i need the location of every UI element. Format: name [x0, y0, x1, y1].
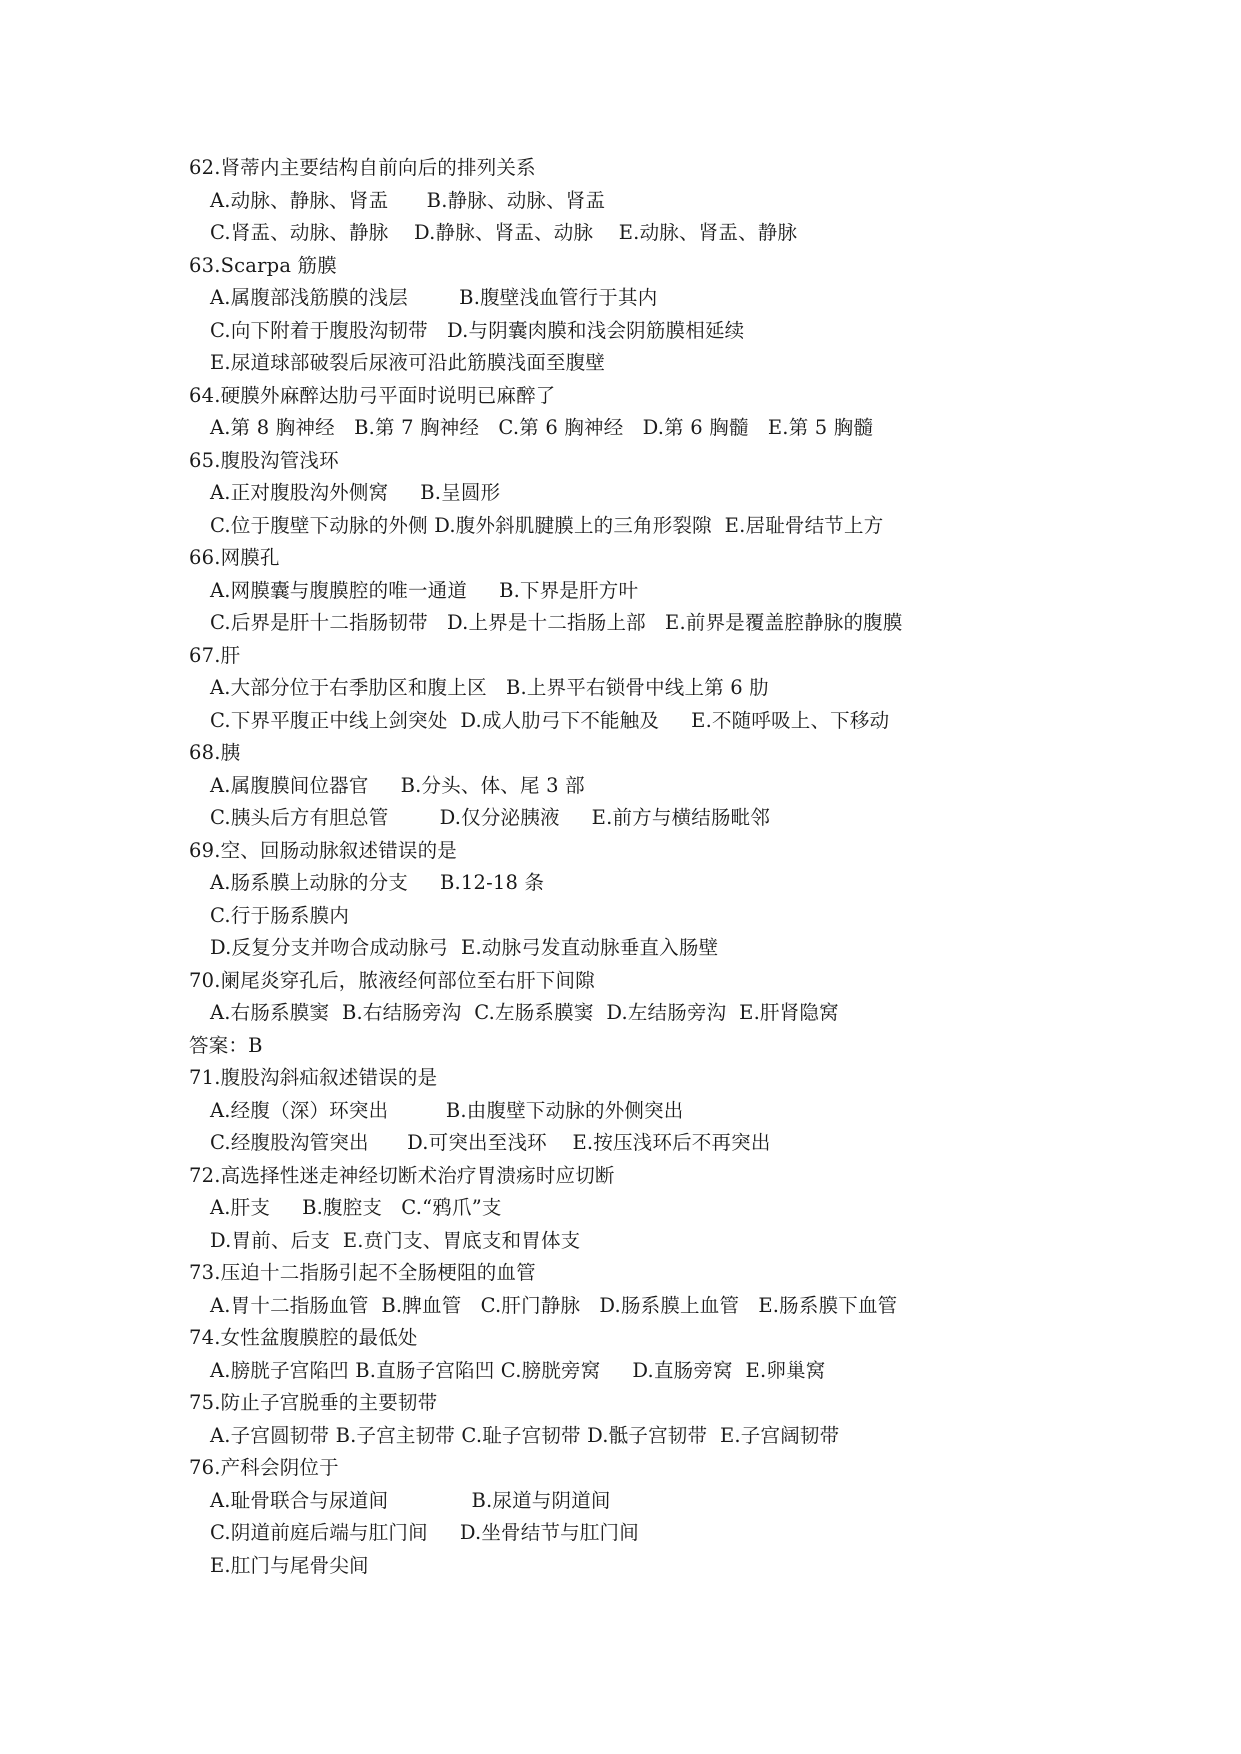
answer-options: D.胃前、后支 E.贲门支、胃底支和胃体支: [210, 1228, 581, 1252]
question-stem: 64.硬膜外麻醉达肋弓平面时说明已麻醉了: [189, 383, 556, 407]
question-stem: 63.Scarpa 筋膜: [189, 253, 337, 277]
answer-options: C.行于肠系膜内: [210, 903, 350, 927]
question-stem: 65.腹股沟管浅环: [189, 448, 339, 472]
question-stem: 68.胰: [189, 741, 241, 764]
answer-options: A.肠系膜上动脉的分支 B.12-18 条: [210, 871, 545, 894]
answer-key: 答案：B: [189, 1033, 263, 1057]
question-stem: 70.阑尾炎穿孔后，脓液经何部位至右肝下间隙: [189, 968, 595, 992]
answer-options: C.位于腹壁下动脉的外侧 D.腹外斜肌腱膜上的三角形裂隙 E.居耻骨结节上方: [210, 513, 884, 537]
answer-options: C.肾盂、动脉、静脉 D.静脉、肾盂、动脉 E.动脉、肾盂、静脉: [210, 221, 798, 244]
answer-options: C.经腹股沟管突出 D.可突出至浅环 E.按压浅环后不再突出: [210, 1131, 771, 1154]
question-stem: 73.压迫十二指肠引起不全肠梗阻的血管: [189, 1261, 536, 1284]
answer-options: D.反复分支并吻合成动脉弓 E.动脉弓发直动脉垂直入肠壁: [210, 936, 719, 959]
answer-options: C.下界平腹正中线上剑突处 D.成人肋弓下不能触及 E.不随呼吸上、下移动: [210, 708, 890, 732]
answer-options: A.动脉、静脉、肾盂 B.静脉、动脉、肾盂: [210, 188, 606, 212]
question-stem: 66.网膜孔: [189, 546, 280, 569]
answer-options: C.阴道前庭后端与肛门间 D.坐骨结节与肛门间: [210, 1521, 639, 1544]
answer-options: A.属腹部浅筋膜的浅层 B.腹壁浅血管行于其内: [210, 286, 658, 309]
answer-options: A.经腹（深）环突出 B.由腹壁下动脉的外侧突出: [210, 1098, 684, 1122]
answer-options: C.后界是肝十二指肠韧带 D.上界是十二指肠上部 E.前界是覆盖腔静脉的腹膜: [210, 611, 903, 634]
question-list: [189, 152, 1089, 1582]
answer-options: C.向下附着于腹股沟韧带 D.与阴囊肉膜和浅会阴筋膜相延续: [210, 318, 745, 342]
question-stem: 71.腹股沟斜疝叙述错误的是: [189, 1066, 438, 1089]
question-stem: 72.高选择性迷走神经切断术治疗胃溃疡时应切断: [189, 1163, 615, 1187]
answer-options: A.第 8 胸神经 B.第 7 胸神经 C.第 6 胸神经 D.第 6 胸髓 E.第 5 胸髓: [210, 416, 874, 439]
answer-options: C.胰头后方有胆总管 D.仅分泌胰液 E.前方与横结肠毗邻: [210, 806, 771, 829]
answer-options: A.右肠系膜窦 B.右结肠旁沟 C.左肠系膜窦 D.左结肠旁沟 E.肝肾隐窝: [210, 1001, 839, 1024]
answer-options: A.子宫圆韧带 B.子宫主韧带 C.耻子宫韧带 D.骶子宫韧带 E.子宫阔韧带: [210, 1423, 840, 1447]
answer-options: E.尿道球部破裂后尿液可沿此筋膜浅面至腹壁: [210, 351, 606, 374]
answer-options: A.属腹膜间位器官 B.分头、体、尾 3 部: [210, 773, 585, 797]
question-stem: 76.产科会阴位于: [189, 1456, 339, 1479]
answer-options: A.肝支 B.腹腔支 C.“鸦爪”支: [210, 1196, 502, 1219]
answer-options: A.网膜囊与腹膜腔的唯一通道 B.下界是肝方叶: [210, 578, 639, 602]
question-stem: 62.肾蒂内主要结构自前向后的排列关系: [189, 156, 536, 179]
answer-options: A.正对腹股沟外侧窝 B.呈圆形: [210, 481, 501, 504]
answer-options: A.胃十二指肠血管 B.脾血管 C.肝门静脉 D.肠系膜上血管 E.肠系膜下血管: [210, 1293, 898, 1317]
answer-options: E.肛门与尾骨尖间: [210, 1553, 369, 1577]
answer-options: A.大部分位于右季肋区和腹上区 B.上界平右锁骨中线上第 6 肋: [210, 676, 770, 699]
question-stem: 69.空、回肠动脉叙述错误的是: [189, 838, 458, 862]
question-stem: 74.女性盆腹膜腔的最低处: [189, 1326, 418, 1349]
answer-options: A.膀胱子宫陷凹 B.直肠子宫陷凹 C.膀胱旁窝 D.直肠旁窝 E.卵巢窝: [210, 1358, 826, 1382]
answer-options: A.耻骨联合与尿道间 B.尿道与阴道间: [210, 1488, 611, 1512]
question-stem: 67.肝: [189, 643, 241, 667]
question-stem: 75.防止子宫脱垂的主要韧带: [189, 1391, 438, 1414]
